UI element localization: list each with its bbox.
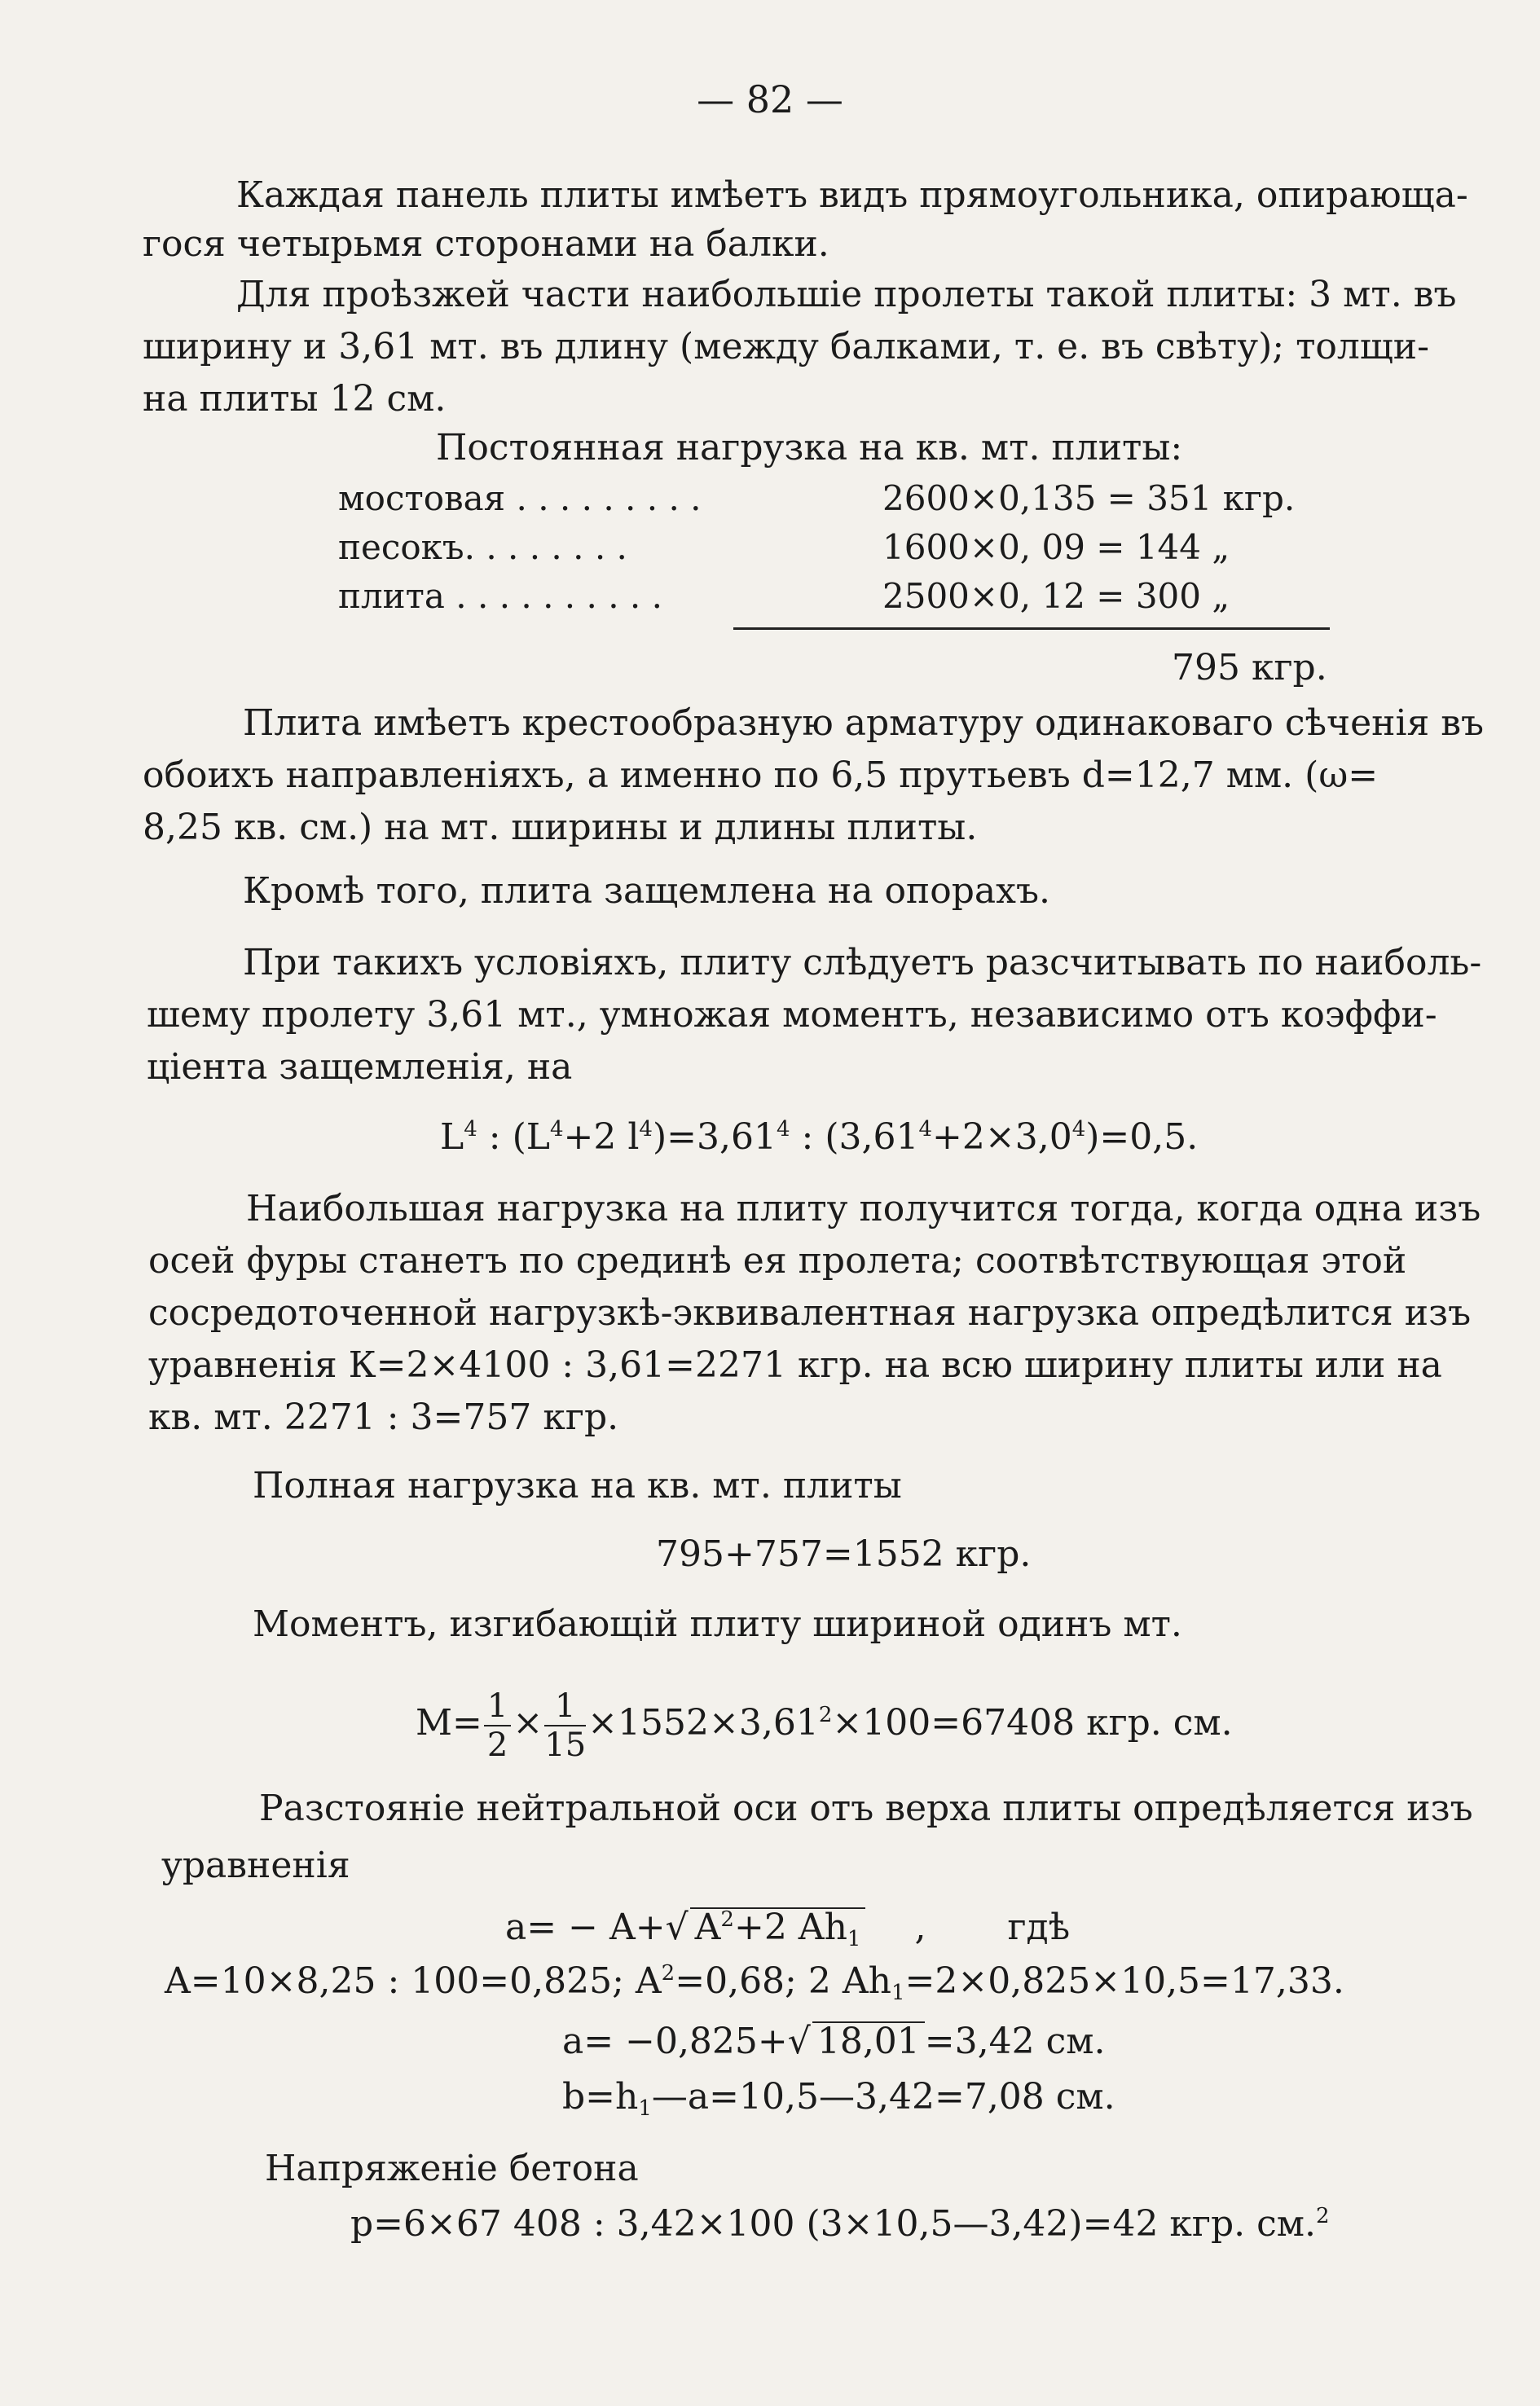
load-row-label: мостовая . . . . . . . . . (338, 478, 702, 518)
paragraph-4: Кромѣ того, плита защемлена на опорахъ. (243, 870, 1050, 912)
fraction: $\frac{1}{15}$ (544, 1687, 587, 1764)
paragraph-10: Напряженіе бетона (265, 2148, 639, 2189)
load-row (338, 525, 1340, 570)
paragraph-6-line-1: Наибольшая нагрузка на плиту получится тогда, когда одна изъ (246, 1188, 1481, 1229)
paragraph-2-line-2: ширину и 3,61 мт. въ длину (между балками, т. е. въ свѣту); толщи- (143, 326, 1429, 367)
load-total: 795 кгр. (1172, 647, 1327, 688)
paragraph-3-line-3: 8,25 кв. см.) на мт. ширины и длины плиты. (143, 807, 978, 848)
load-row-value: 2500×0, 12 = 300 „ (882, 576, 1230, 616)
sum-rule (733, 627, 1330, 630)
paragraph-5-line-1: При такихъ условіяхъ, плиту слѣдуетъ разсчитывать по наиболь- (243, 942, 1482, 983)
square-root: $A^2+2$ $Ah_1$ (690, 1907, 866, 1946)
paragraph-1-line-1: Каждая панель плиты имѣетъ видъ прямоугольника, опирающа- (236, 174, 1468, 216)
load-table-heading: Постоянная нагрузка на кв. мт. плиты: (436, 427, 1183, 468)
equation-neutral-axis: a= − A+√ $A^2+2$ $Ah_1$ , гдѣ (505, 1907, 1071, 1951)
paragraph-6-line-2: осей фуры станетъ по срединѣ ея пролета; соотвѣтствующая этой (148, 1240, 1407, 1282)
load-row-label: песокъ. . . . . . . . (338, 527, 627, 567)
equation-coefficients: A=10×8,25 : 100=0,825; $A^2=0,68$; 2 $Ah_1=2\times 0,825\times 10,5=17,33$. (165, 1960, 1344, 2005)
load-row-value: 1600×0, 09 = 144 „ (882, 527, 1230, 567)
load-row (338, 476, 1340, 521)
paragraph-1-line-2: гося четырьмя сторонами на балки. (143, 223, 829, 265)
paragraph-7: Полная нагрузка на кв. мт. плиты (253, 1465, 902, 1506)
page-number: — 82 — (697, 77, 843, 121)
paragraph-9-line-1: Разстояніе нейтральной оси отъ верха плиты опредѣляется изъ (259, 1788, 1473, 1829)
load-row-label: плита . . . . . . . . . . (338, 576, 662, 616)
fraction: $\frac{1}{2}$ (484, 1687, 511, 1764)
paragraph-8: Моментъ, изгибающій плиту шириной одинъ мт. (253, 1603, 1182, 1645)
equation-ratio: $L^4$ : ($L^4+2$ $l^4)=3,61^4$ : $(3,61^4+2\times 3,0^4)=0,5$. (440, 1116, 1199, 1158)
load-row (338, 574, 1340, 619)
paragraph-5-line-3: ціента защемленія, на (147, 1046, 573, 1088)
load-row-value: 2600×0,135 = 351 кгр. (882, 478, 1296, 518)
paragraph-9-line-2: уравненія (161, 1845, 350, 1886)
equation-total-load: 795+757=1552 кгр. (656, 1533, 1032, 1575)
paragraph-6-line-3: сосредоточенной нагрузкѣ-эквивалентная нагрузка опредѣлится изъ (148, 1292, 1472, 1334)
paragraph-2-line-3: на плиты 12 см. (143, 378, 447, 420)
paragraph-3-line-2: обоихъ направленіяхъ, а именно по 6,5 прутьевъ d=12,7 мм. (ω= (143, 754, 1379, 796)
paragraph-2-line-1: Для проѣзжей части наибольшіе пролеты такой плиты: 3 мт. въ (236, 274, 1457, 315)
equation-a-value: a= −0,825+√ 18,01 =3,42 см. (562, 2021, 1106, 2062)
equation-concrete-stress: p=6×67 408 : 3,42×100 (3×10,5—3,42)=42 кгр. см.$^2$ (350, 2203, 1330, 2245)
paragraph-5-line-2: шему пролету 3,61 мт., умножая моментъ, независимо отъ коэффи- (147, 994, 1437, 1036)
equation-b-value: $b=h_1—a=10,5—3,42=7,08$ см. (562, 2076, 1115, 2121)
square-root: 18,01 (812, 2021, 925, 2061)
equation-moment: M= $\frac{1}{2}$ × $\frac{1}{15}$ $\times 1552\times 3,61^2\times 100=67408$ кгр. см. (416, 1687, 1233, 1764)
paragraph-3-line-1: Плита имѣетъ крестообразную арматуру одинаковаго сѣченія въ (243, 702, 1485, 744)
paragraph-6-line-5: кв. мт. 2271 : 3=757 кгр. (148, 1397, 619, 1438)
paragraph-6-line-4: уравненія К=2×4100 : 3,61=2271 кгр. на всю ширину плиты или на (148, 1344, 1442, 1386)
